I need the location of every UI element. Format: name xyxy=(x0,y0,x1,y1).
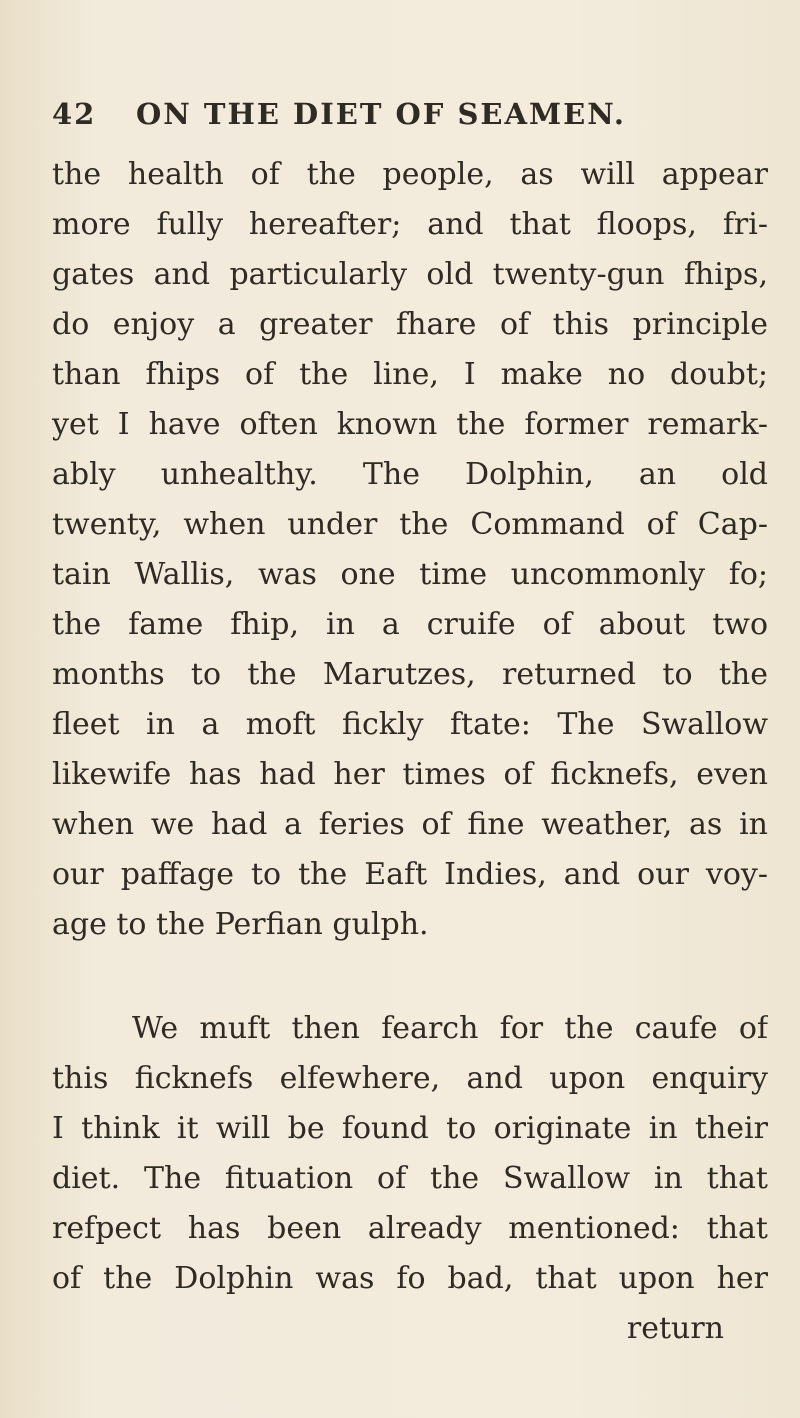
text-line: when we had a feries of fine weather, as in xyxy=(52,807,768,842)
text-line: refpect has been already mentioned: that xyxy=(52,1211,768,1246)
text-line: the health of the people, as will appear xyxy=(52,157,768,192)
text-line: months to the Marutzes, returned to the xyxy=(52,657,768,692)
text-line: We muft then fearch for the caufe of xyxy=(132,1011,768,1046)
text-line: likewife has had her times of ficknefs, even xyxy=(52,757,768,792)
text-line: ably unhealthy. The Dolphin, an old xyxy=(52,457,768,492)
page-header xyxy=(52,94,752,134)
text-line: age to the Perfian gulph. xyxy=(52,907,429,942)
paragraph-2 xyxy=(52,1004,768,1354)
page-number: 42 xyxy=(52,97,97,131)
text-line: gates and particularly old twenty-gun fhips, xyxy=(52,257,768,292)
text-line: yet I have often known the former remark- xyxy=(52,407,768,442)
text-line: do enjoy a greater fhare of this principle xyxy=(52,307,768,342)
text-line: our paffage to the Eaft Indies, and our voy- xyxy=(52,857,768,892)
text-line: tain Wallis, was one time uncommonly fo; xyxy=(52,557,768,592)
text-line: than fhips of the line, I make no doubt; xyxy=(52,357,768,392)
text-line: I think it will be found to originate in their xyxy=(52,1111,768,1146)
text-line: twenty, when under the Command of Cap- xyxy=(52,507,768,542)
text-line: the fame fhip, in a cruife of about two xyxy=(52,607,768,642)
paragraph-1 xyxy=(52,150,768,950)
text-line: fleet in a moft fickly ftate: The Swallow xyxy=(52,707,768,742)
text-line: of the Dolphin was fo bad, that upon her xyxy=(52,1261,768,1296)
running-head: ON THE DIET OF SEAMEN. xyxy=(136,97,626,131)
text-line: this ficknefs elfewhere, and upon enquiry xyxy=(52,1061,768,1096)
text-line: diet. The fituation of the Swallow in that xyxy=(52,1161,768,1196)
catchword: return xyxy=(626,1311,724,1346)
body-text xyxy=(52,150,768,1354)
paragraph-gap xyxy=(52,950,768,1004)
text-line: more fully hereafter; and that floops, fri- xyxy=(52,207,768,242)
